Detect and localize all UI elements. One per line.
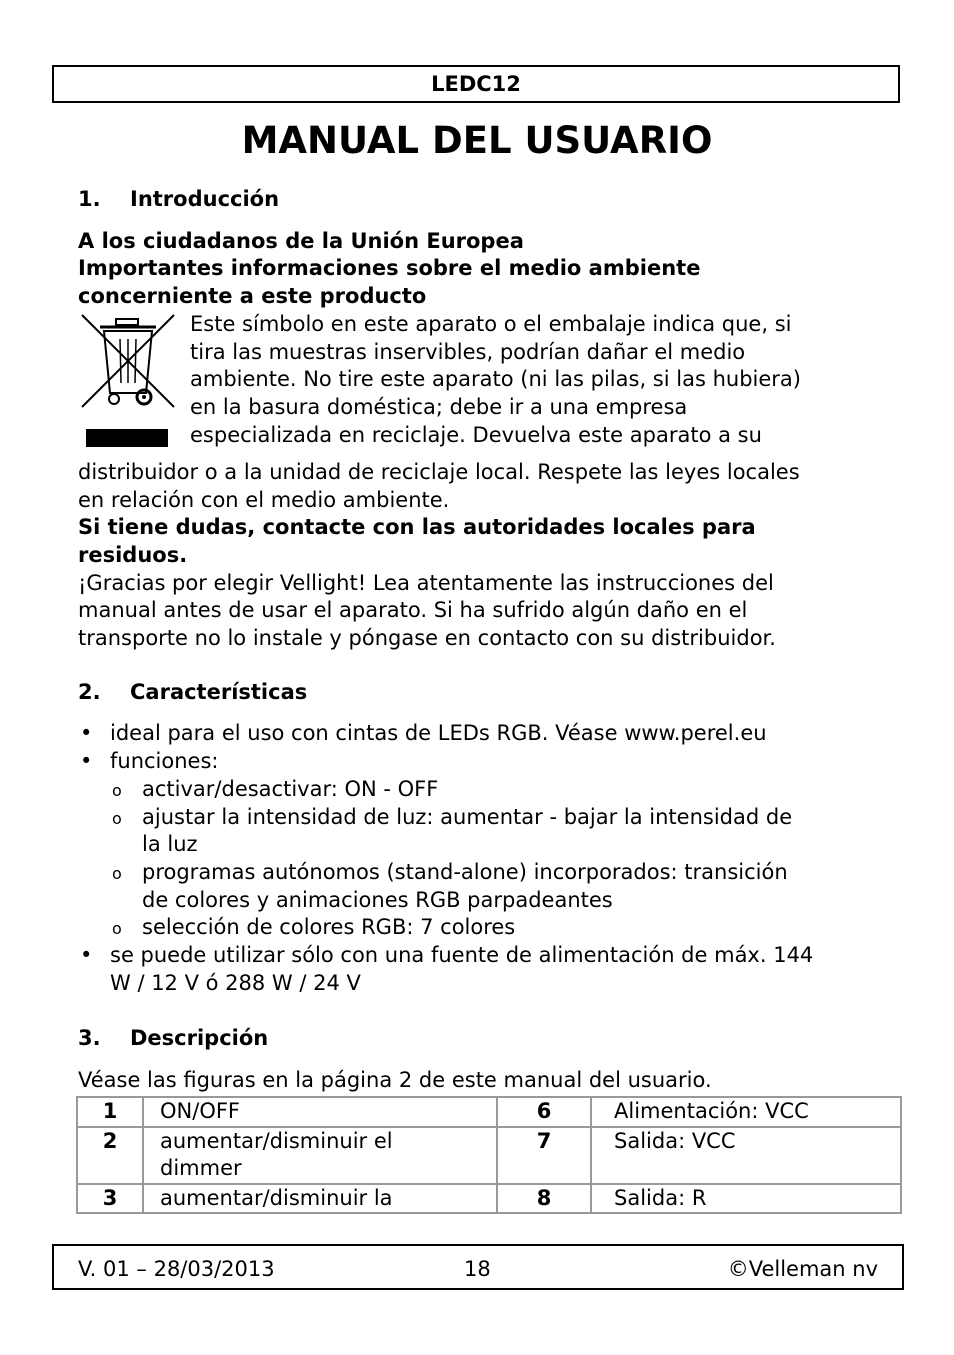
section-number: 1. bbox=[78, 187, 101, 211]
list-item: o selección de colores RGB: 7 colores bbox=[110, 914, 878, 942]
part-number: 1 bbox=[77, 1097, 143, 1127]
document-code: LEDC12 bbox=[431, 72, 521, 96]
weee-line: tira las muestras inservibles, podrían dañar el medio bbox=[190, 339, 746, 364]
part-number: 7 bbox=[497, 1127, 591, 1184]
part-label: Salida: R bbox=[591, 1184, 901, 1214]
weee-bin-icon bbox=[78, 311, 188, 459]
doubt-notice: residuos. bbox=[78, 542, 188, 567]
section-heading-caracteristicas bbox=[78, 679, 878, 707]
thanks-paragraph: transporte no lo instale y póngase en contacto con su distribuidor. bbox=[78, 626, 776, 651]
part-number: 3 bbox=[77, 1184, 143, 1214]
weee-block bbox=[78, 311, 878, 450]
env-heading-line-1: Importantes informaciones sobre el medio ambiente bbox=[78, 256, 701, 281]
table-row bbox=[77, 1127, 901, 1184]
part-label: aumentar/disminuir la bbox=[143, 1184, 497, 1214]
weee-line: ambiente. No tire este aparato (ni las pilas, si las hubiera) bbox=[190, 367, 801, 392]
part-number: 2 bbox=[77, 1127, 143, 1184]
section-title: Introducción bbox=[130, 187, 280, 211]
table-row bbox=[77, 1184, 901, 1214]
list-item: o programas autónomos (stand-alone) incorporados: transición de colores y animaciones RGB parpadeantes bbox=[110, 859, 878, 914]
list-item: • se puede utilizar sólo con una fuente de alimentación de máx. 144 W / 12 V ó 288 W / 24 V bbox=[78, 942, 878, 997]
eu-heading: A los ciudadanos de la Unión Europea bbox=[78, 228, 524, 253]
part-label: Salida: VCC bbox=[591, 1127, 901, 1184]
page-title: MANUAL DEL USUARIO bbox=[241, 119, 713, 162]
section-heading-descripcion bbox=[78, 1025, 878, 1053]
main-content bbox=[78, 186, 878, 1095]
section-heading-introduccion bbox=[78, 186, 878, 214]
part-label: aumentar/disminuir el dimmer bbox=[143, 1127, 497, 1184]
part-label: Alimentación: VCC bbox=[591, 1097, 901, 1127]
footer-version: V. 01 – 28/03/2013 bbox=[78, 1257, 275, 1281]
section-number: 3. bbox=[78, 1026, 101, 1051]
thanks-paragraph: manual antes de usar el aparato. Si ha sufrido algún daño en el bbox=[78, 598, 748, 623]
section-title: Descripción bbox=[130, 1026, 269, 1051]
part-number: 8 bbox=[497, 1184, 591, 1214]
weee-line: Este símbolo en este aparato o el embalaje indica que, si bbox=[190, 311, 792, 336]
document-code-header bbox=[52, 65, 900, 103]
part-label: ON/OFF bbox=[143, 1097, 497, 1127]
section-number: 2. bbox=[78, 679, 101, 704]
features-list bbox=[78, 720, 878, 997]
footer-copyright: ©Velleman nv bbox=[727, 1257, 878, 1281]
doubt-notice: Si tiene dudas, contacte con las autoridades locales para bbox=[78, 515, 756, 540]
weee-continuation: en relación con el medio ambiente. bbox=[78, 487, 450, 512]
parts-table bbox=[76, 1096, 902, 1214]
list-item: o activar/desactivar: ON - OFF bbox=[110, 776, 878, 804]
env-heading-line-2: concerniente a este producto bbox=[78, 284, 427, 309]
table-row bbox=[77, 1097, 901, 1127]
weee-continuation: distribuidor o a la unidad de reciclaje local. Respete las leyes locales bbox=[78, 459, 800, 484]
part-number: 6 bbox=[497, 1097, 591, 1127]
section-title: Características bbox=[130, 679, 308, 704]
weee-line: en la basura doméstica; debe ir a una empresa bbox=[190, 394, 688, 419]
weee-bar-mark bbox=[86, 429, 168, 447]
description-intro: Véase las figuras en la página 2 de este manual del usuario. bbox=[78, 1068, 712, 1093]
thanks-paragraph: ¡Gracias por elegir Vellight! Lea atentamente las instrucciones del bbox=[78, 570, 774, 595]
footer-page-number: 18 bbox=[464, 1257, 491, 1281]
list-item: • ideal para el uso con cintas de LEDs RGB. Véase www.perel.eu bbox=[78, 720, 878, 748]
page-footer bbox=[52, 1244, 904, 1290]
list-item: o ajustar la intensidad de luz: aumentar - bajar la intensidad de la luz bbox=[110, 804, 878, 859]
functions-sublist bbox=[110, 776, 878, 942]
list-item: • funciones: o activar/desactivar: ON - OFF o ajustar la intensidad de luz: aumentar - bajar la intensidad de la luz o programas autónomos (stand-alone) incorporados: transición de colores y animaciones RGB parpadeantes o selección de colores RGB: 7 colores bbox=[78, 748, 878, 942]
weee-line: especializada en reciclaje. Devuelva este aparato a su bbox=[190, 422, 762, 447]
